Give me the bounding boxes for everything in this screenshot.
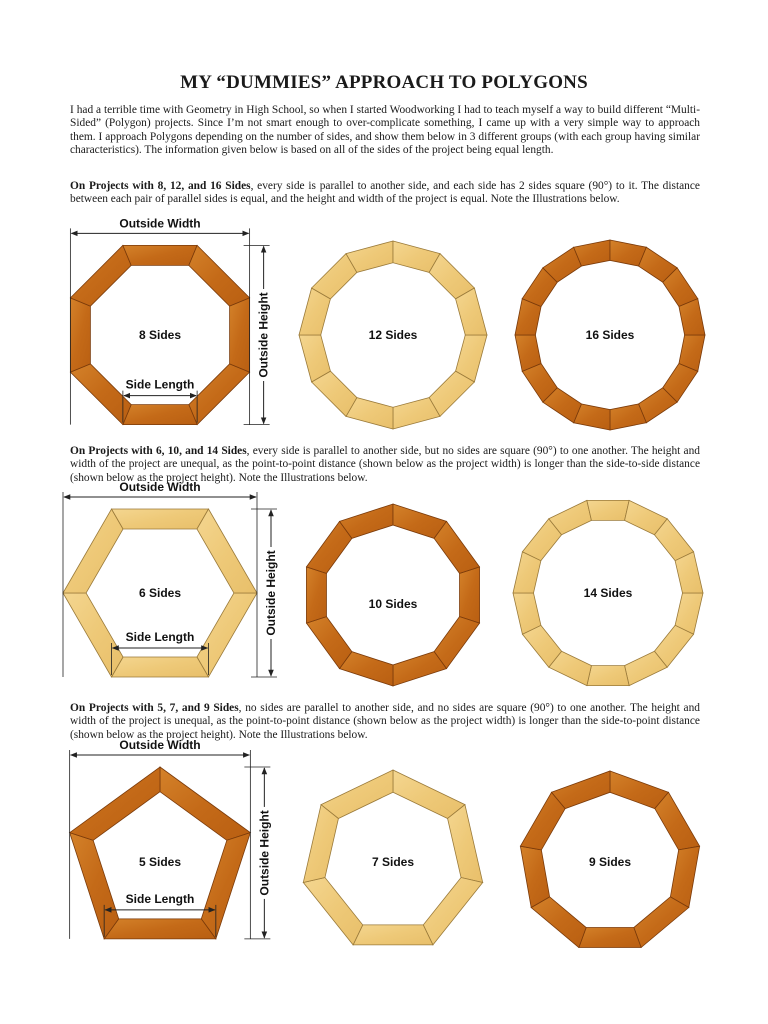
polygon-label: 9 Sides [588, 855, 632, 869]
frame-board [70, 245, 131, 306]
polygon-frame-14-sides [513, 500, 703, 685]
outside-height-label: Outside Height [257, 810, 272, 896]
frame-board [460, 567, 480, 623]
polygon-label: 16 Sides [585, 328, 635, 342]
frame-board [197, 509, 257, 593]
outside-height-label: Outside Height [264, 550, 278, 636]
polygon-frame-5-sides [70, 767, 251, 939]
group-3-lead: On Projects with 5, 7, and 9 Sides [70, 702, 239, 714]
frame-board [634, 897, 689, 948]
frame-board [63, 593, 123, 677]
side-length-label: Side Length [125, 377, 195, 392]
polygon-frame-7-sides [303, 770, 482, 945]
frame-board [655, 792, 700, 850]
frame-board [587, 666, 629, 686]
outside-width-label: Outside Width [119, 216, 201, 231]
frame-board [393, 770, 465, 818]
frame-board [160, 767, 250, 840]
frame-board [303, 878, 362, 945]
frame-board [579, 928, 641, 948]
page-title: MY “DUMMIES” APPROACH TO POLYGONS [180, 72, 588, 93]
frame-board [353, 925, 433, 945]
polygon-label: 10 Sides [368, 597, 418, 611]
frame-board [531, 897, 586, 948]
frame-board [63, 509, 123, 593]
polygon-label: 14 Sides [583, 586, 633, 600]
frame-board [520, 846, 549, 907]
frame-board [423, 878, 482, 945]
frame-board [123, 245, 197, 265]
polygon-frame-10-sides [306, 504, 479, 686]
frame-board [434, 521, 479, 573]
frame-board [448, 805, 483, 883]
polygon-frame-12-sides [299, 241, 487, 429]
frame-board [189, 245, 250, 306]
frame-board [112, 509, 209, 529]
group-2-lead: On Projects with 6, 10, and 14 Sides [70, 445, 247, 457]
frame-board [70, 767, 160, 840]
polygon-label: 7 Sides [371, 855, 415, 869]
frame-board [70, 364, 131, 425]
intro-paragraph: I had a terrible time with Geometry in High School, so when I started Woodworking I had to teach myself a way to build different “Multi-Sided” (Polygon) projects. Since I’m not smart enough to over-complicate something, I came up with a very simple way to approach them. I approach Polygons depending on the number of sides, and show them below in 3 different groups (with each group having similar characteristics). The information given below is based on all of the sides of the project being equal length. [70, 104, 700, 157]
group-3-text: , no sides are parallel to another side, and no sides are square (90°) to one another. The height and width of the project is unequal, as the point-to-point distance (shown below as the project width) is longer than the side-to-point distance (shown below as the project height). Note the Illustrations below. [70, 702, 700, 741]
frame-board [189, 364, 250, 425]
frame-board [552, 771, 610, 809]
group-1-text: , every side is parallel to another side, and each side has 2 sides square (90°) to it. The distance between each pair of parallel sides is equal, and the height and width of the project is equal. Note the Illustrations below. [70, 180, 700, 206]
frame-board [197, 593, 257, 677]
frame-board [306, 567, 326, 623]
polygon-frame-8-sides [70, 245, 249, 424]
frame-board [670, 846, 699, 907]
frame-board [306, 617, 351, 669]
polygon-frame-6-sides [63, 509, 257, 677]
side-length-label: Side Length [125, 891, 195, 906]
frame-board [201, 833, 250, 939]
outside-height-label: Outside Height [256, 292, 271, 378]
polygon-label: 12 Sides [368, 328, 418, 342]
frame-board [70, 298, 90, 372]
group-2-text: , every side is parallel to another side, but no sides are square (90°) to one another. The height and width of the project are unequal, as the point-to-point distance (shown below as the project width) is longer than the side-to-side distance (shown below as the project height). Note the Illustrations below. [70, 445, 700, 484]
frame-board [70, 833, 119, 939]
outside-width-label: Outside Width [119, 738, 201, 752]
polygon-frame-9-sides [520, 771, 699, 948]
side-length-label: Side Length [125, 630, 195, 645]
polygon-frame-16-sides [515, 240, 705, 430]
group-1-lead: On Projects with 8, 12, and 16 Sides [70, 180, 251, 192]
outside-width-label: Outside Width [119, 479, 201, 494]
frame-board [587, 500, 629, 520]
polygon-label: 5 Sides [138, 855, 182, 869]
polygon-label: 6 Sides [138, 586, 182, 600]
frame-board [230, 298, 250, 372]
frame-board [123, 405, 197, 425]
frame-board [112, 657, 209, 677]
frame-board [321, 770, 393, 818]
frame-board [104, 919, 216, 939]
frame-board [303, 805, 338, 883]
polygon-label: 8 Sides [138, 328, 182, 342]
